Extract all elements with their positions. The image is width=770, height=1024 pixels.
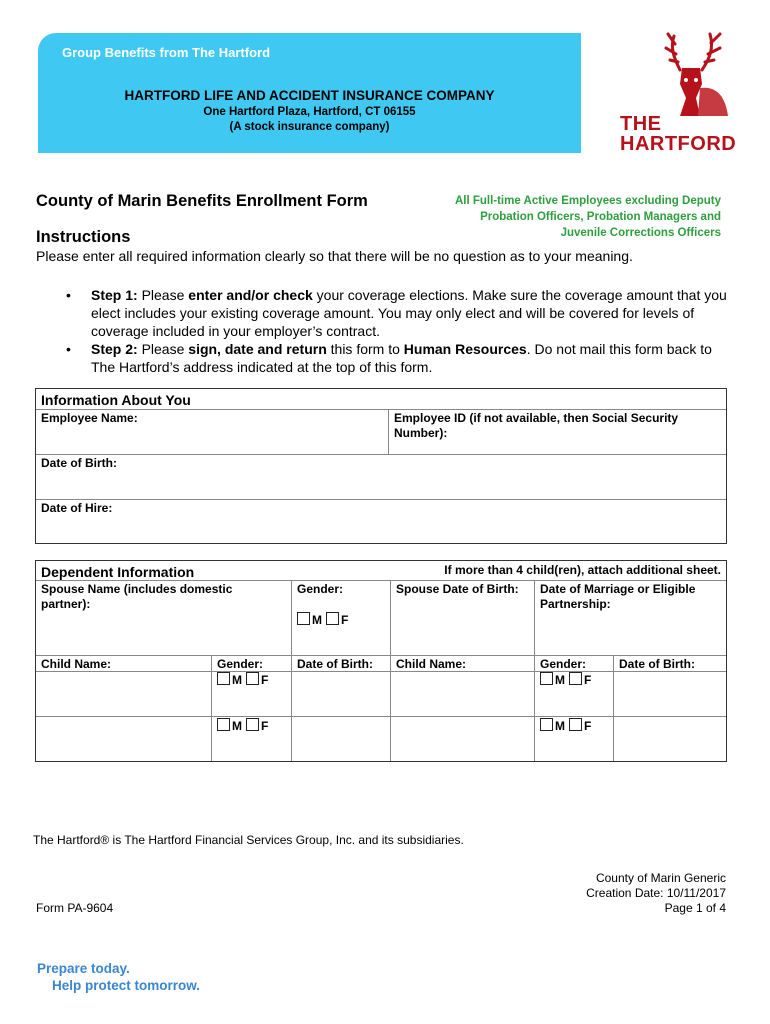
instructions-heading: Instructions — [36, 228, 131, 246]
step-1-text-a: Please — [137, 287, 189, 303]
banner-tagline: Group Benefits from The Hartford — [62, 45, 271, 60]
spouse-gender-options — [297, 612, 352, 627]
child-gender-label: Gender: — [217, 657, 264, 671]
company-name: HARTFORD LIFE AND ACCIDENT INSURANCE COMPANY — [124, 88, 495, 103]
child-dob-label: Date of Birth: — [297, 657, 373, 671]
child-2-gender-options — [540, 672, 595, 687]
eligibility-note — [395, 193, 721, 241]
info-heading: Information About You — [41, 392, 191, 408]
eligibility-line-2: Probation Officers, Probation Managers and — [480, 211, 721, 223]
tagline-line-2: Help protect tomorrow. — [52, 978, 201, 993]
employee-id-field[interactable]: Employee ID (if not available, then Social Security Number): — [394, 411, 679, 440]
dependent-note: If more than 4 child(ren), attach additional sheet. — [444, 563, 721, 577]
logo-wordmark — [620, 114, 736, 154]
male-label: M — [232, 719, 242, 733]
female-label: F — [584, 719, 592, 733]
dependent-section — [35, 560, 727, 762]
female-label: F — [341, 613, 349, 627]
female-label: F — [261, 673, 269, 687]
generic-label: County of Marin Generic — [595, 871, 726, 885]
child-gender-label-2: Gender: — [540, 657, 587, 671]
spouse-male-checkbox[interactable] — [297, 612, 310, 625]
bullet-icon: • — [66, 341, 71, 357]
step-2-hr: Human Resources — [403, 341, 527, 357]
eligibility-line-3: Juvenile Corrections Officers — [560, 227, 721, 239]
header-banner — [38, 33, 581, 153]
female-label: F — [584, 673, 592, 687]
instructions-intro: Please enter all required information clearly so that there will be no question as to your meaning. — [36, 248, 633, 264]
child-1-female-checkbox[interactable] — [246, 672, 259, 685]
male-label: M — [555, 719, 565, 733]
child-4-female-checkbox[interactable] — [569, 718, 582, 731]
form-title: County of Marin Benefits Enrollment Form — [36, 192, 368, 210]
form-number: Form PA-9604 — [36, 901, 114, 915]
step-1 — [60, 286, 730, 340]
step-2-text-e: . Do not mail this form back to The Hartford’s address indicated at the top of this form. — [91, 341, 712, 375]
logo-line-1: THE — [620, 113, 662, 135]
child-4-male-checkbox[interactable] — [540, 718, 553, 731]
male-label: M — [232, 673, 242, 687]
female-label: F — [261, 719, 269, 733]
instruction-steps — [60, 286, 730, 376]
tagline-line-1: Prepare today. — [37, 961, 130, 976]
child-1-male-checkbox[interactable] — [217, 672, 230, 685]
creation-date: Creation Date: 10/11/2017 — [586, 886, 726, 900]
step-1-label: Step 1: — [91, 287, 138, 303]
step-1-text-c: your coverage elections. Make sure the coverage amount that you elect includes your existing coverage amount. You may only elect and will be covered for levels of coverage included in your employer’s contract. — [91, 287, 727, 339]
child-4-gender-options — [540, 718, 595, 733]
stag-logo-icon — [640, 28, 750, 118]
child-name-label-2: Child Name: — [396, 657, 467, 671]
employee-name-field[interactable]: Employee Name: — [41, 411, 138, 425]
date-of-birth-field[interactable]: Date of Birth: — [41, 456, 117, 470]
bullet-icon: • — [66, 287, 71, 303]
step-2-text-a: Please — [137, 341, 189, 357]
company-address: One Hartford Plaza, Hartford, CT 06155 — [203, 106, 416, 118]
step-2-label: Step 2: — [91, 341, 138, 357]
spouse-name-field[interactable]: Spouse Name (includes domestic partner): — [41, 582, 233, 611]
eligibility-line-1: All Full-time Active Employees excluding Deputy — [454, 195, 721, 207]
stock-note: (A stock insurance company) — [229, 121, 390, 133]
male-label: M — [312, 613, 322, 627]
child-1-gender-options — [217, 672, 272, 687]
spouse-gender-label: Gender: — [297, 582, 344, 596]
child-2-male-checkbox[interactable] — [540, 672, 553, 685]
child-3-gender-options — [217, 718, 272, 733]
disclaimer: The Hartford® is The Hartford Financial Services Group, Inc. and its subsidiaries. — [33, 833, 464, 847]
step-2 — [60, 340, 730, 376]
brand-tagline — [37, 960, 200, 994]
spouse-dob-field[interactable]: Spouse Date of Birth: — [396, 582, 519, 596]
step-2-emphasis: sign, date and return — [188, 341, 327, 357]
info-section — [35, 388, 727, 544]
child-3-female-checkbox[interactable] — [246, 718, 259, 731]
dependent-heading: Dependent Information — [41, 564, 195, 580]
child-2-female-checkbox[interactable] — [569, 672, 582, 685]
form-meta — [586, 871, 726, 916]
male-label: M — [555, 673, 565, 687]
marriage-date-field[interactable]: Date of Marriage or Eligible Partnership: — [540, 582, 696, 611]
child-name-label: Child Name: — [41, 657, 112, 671]
date-of-hire-field[interactable]: Date of Hire: — [41, 501, 113, 515]
spouse-female-checkbox[interactable] — [326, 612, 339, 625]
step-2-text-c: this form to — [326, 341, 404, 357]
child-dob-label-2: Date of Birth: — [619, 657, 695, 671]
child-3-male-checkbox[interactable] — [217, 718, 230, 731]
step-1-emphasis: enter and/or check — [188, 287, 313, 303]
logo-line-2: HARTFORD — [620, 133, 737, 155]
page-number: Page 1 of 4 — [664, 901, 726, 915]
